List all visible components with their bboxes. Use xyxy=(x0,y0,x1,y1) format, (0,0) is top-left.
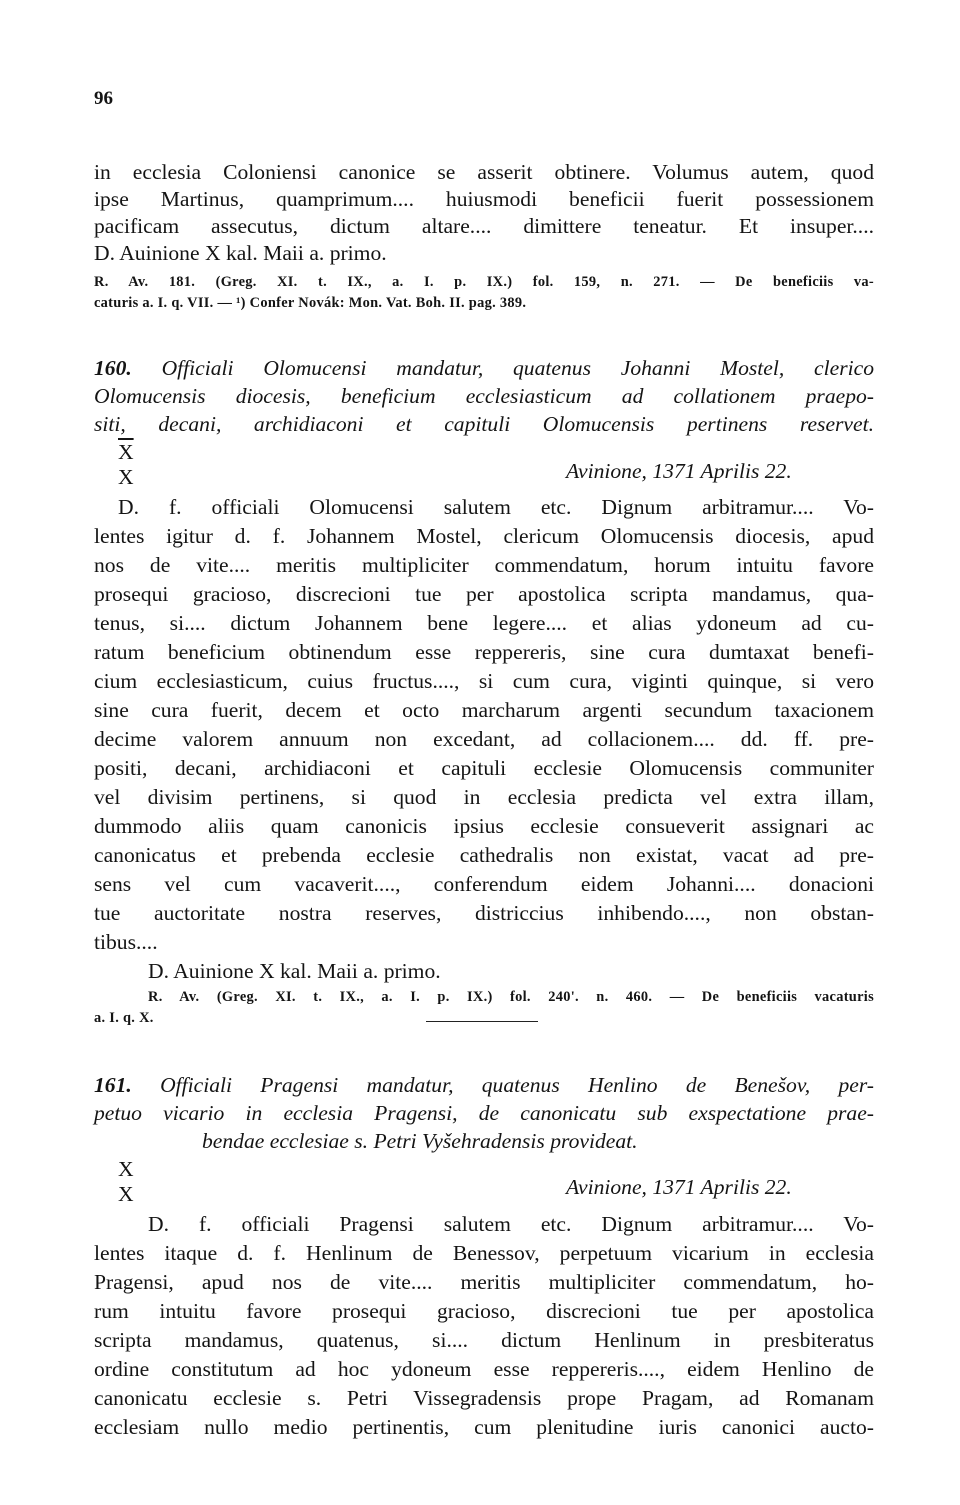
body-line: sens vel cum vacaverit...., conferendum eidem Johanni.... donacioni xyxy=(94,872,874,896)
body-line: canonicatu ecclesie s. Petri Vissegradensis prope Pragam, ad Romanam xyxy=(94,1386,874,1410)
body-line: lentes itaque d. f. Henlinum de Benessov, perpetuum vicarium in ecclesia xyxy=(94,1241,874,1265)
body-line: sine cura fuerit, decem et octo marcharum argenti secundum taxacionem xyxy=(94,698,874,722)
dating-line: D. Auinione X kal. Maii a. primo. xyxy=(148,959,441,983)
document-date: Avinione, 1371 Aprilis 22. xyxy=(566,1175,792,1199)
body-line: prosequi gracioso, discrecioni tue per apostolica scripta mandamus, qua- xyxy=(94,582,874,606)
body-line: in ecclesia Coloniensi canonice se asserit obtinere. Volumus autem, quod xyxy=(94,160,874,184)
body-line: canonicatus et prebenda ecclesie cathedralis non existat, vacat ad pre- xyxy=(94,843,874,867)
body-line: Pragensi, apud nos de vite.... meritis multipliciter commendatum, ho- xyxy=(94,1270,874,1294)
page-number: 96 xyxy=(94,88,113,109)
mark-x-bottom: X xyxy=(118,465,134,489)
body-line: ipse Martinus, quamprimum.... huiusmodi beneficii fuerit possessionem xyxy=(94,187,874,211)
body-line: rum intuitu favore prosequi gracioso, discrecioni tue per apostolica xyxy=(94,1299,874,1323)
heading-line: Olomucensis diocesis, beneficium ecclesiasticum ad collationem praepo- xyxy=(94,384,874,408)
body-line: nos de vite.... meritis multipliciter commendatum, horum intuitu favore xyxy=(94,553,874,577)
body-line: vel divisim pertinens, si quod in ecclesia predicta vel extra illam, xyxy=(94,785,874,809)
body-line: cium ecclesiasticum, cuius fructus...., si cum cura, viginti quinque, si vero xyxy=(94,669,874,693)
archival-reference: a. I. q. X. xyxy=(94,1010,154,1026)
heading-text: Officiali Olomucensi mandatur, quatenus Johanni Mostel, clerico xyxy=(161,356,874,380)
mark-x-bottom: X xyxy=(118,1182,134,1206)
heading-line: siti, decani, archidiaconi et capituli Olomucensis pertinens reservet. xyxy=(94,412,874,436)
archival-reference: caturis a. I. q. VII. — ¹) Confer Novák: Mon. Vat. Boh. II. pag. 389. xyxy=(94,295,527,311)
dating-line: D. Auinione X kal. Maii a. primo. xyxy=(94,241,387,265)
heading-text: Officiali Pragensi mandatur, quatenus Henlino de Benešov, per- xyxy=(160,1073,874,1097)
body-line: tue auctoritate nostra reserves, districcius inhibendo...., non obstan- xyxy=(94,901,874,925)
body-line: lentes igitur d. f. Johannem Mostel, clericum Olomucensis diocesis, apud xyxy=(94,524,874,548)
body-line: ordine constitutum ad hoc ydoneum esse reppereris...., eidem Henlino de xyxy=(94,1357,874,1381)
heading-line: bendae ecclesiae s. Petri Vyšehradensis provideat. xyxy=(202,1129,638,1153)
document-heading xyxy=(94,1073,874,1097)
mark-x-top: $\overline{X}$ xyxy=(118,440,134,464)
archival-reference: R. Av. (Greg. XI. t. IX., a. I. p. IX.) fol. 240'. n. 460. — De beneficiis vacaturis xyxy=(148,989,874,1005)
section-divider xyxy=(426,1021,538,1022)
body-line: ecclesiam nullo medio pertinentis, cum plenitudine iuris canonici aucto- xyxy=(94,1415,874,1439)
mark-x-top: X xyxy=(118,1157,134,1181)
body-line: D. f. officiali Olomucensi salutem etc. Dignum arbitramur.... Vo- xyxy=(118,495,874,519)
document-heading xyxy=(94,356,874,380)
heading-line: petuo vicario in ecclesia Pragensi, de canonicatu sub exspectatione prae- xyxy=(94,1101,874,1125)
body-line: D. f. officiali Pragensi salutem etc. Dignum arbitramur.... Vo- xyxy=(148,1212,874,1236)
body-line: dummodo aliis quam canonicis ipsius ecclesie consueverit assignari ac xyxy=(94,814,874,838)
body-line: ratum beneficium obtinendum esse reppereris, sine cura dumtaxat benefi- xyxy=(94,640,874,664)
body-line: pacificam assecutus, dictum altare.... dimittere teneatur. Et insuper.... xyxy=(94,214,874,238)
body-line: decime valorem annuum non excedant, ad collacionem.... dd. ff. pre- xyxy=(94,727,874,751)
body-line: positi, decani, archidiaconi et capituli ecclesie Olomucensis communiter xyxy=(94,756,874,780)
document-date: Avinione, 1371 Aprilis 22. xyxy=(566,459,792,483)
body-line: scripta mandamus, quatenus, si.... dictum Henlinum in presbiteratus xyxy=(94,1328,874,1352)
body-line: tenus, si.... dictum Johannem bene legere.... et alias ydoneum ad cu- xyxy=(94,611,874,635)
body-line: tibus.... xyxy=(94,930,158,954)
archival-reference: R. Av. 181. (Greg. XI. t. IX., a. I. p. IX.) fol. 159, n. 271. — De beneficiis va- xyxy=(94,274,874,290)
document-number: 160. xyxy=(94,356,132,380)
document-number: 161. xyxy=(94,1073,132,1097)
